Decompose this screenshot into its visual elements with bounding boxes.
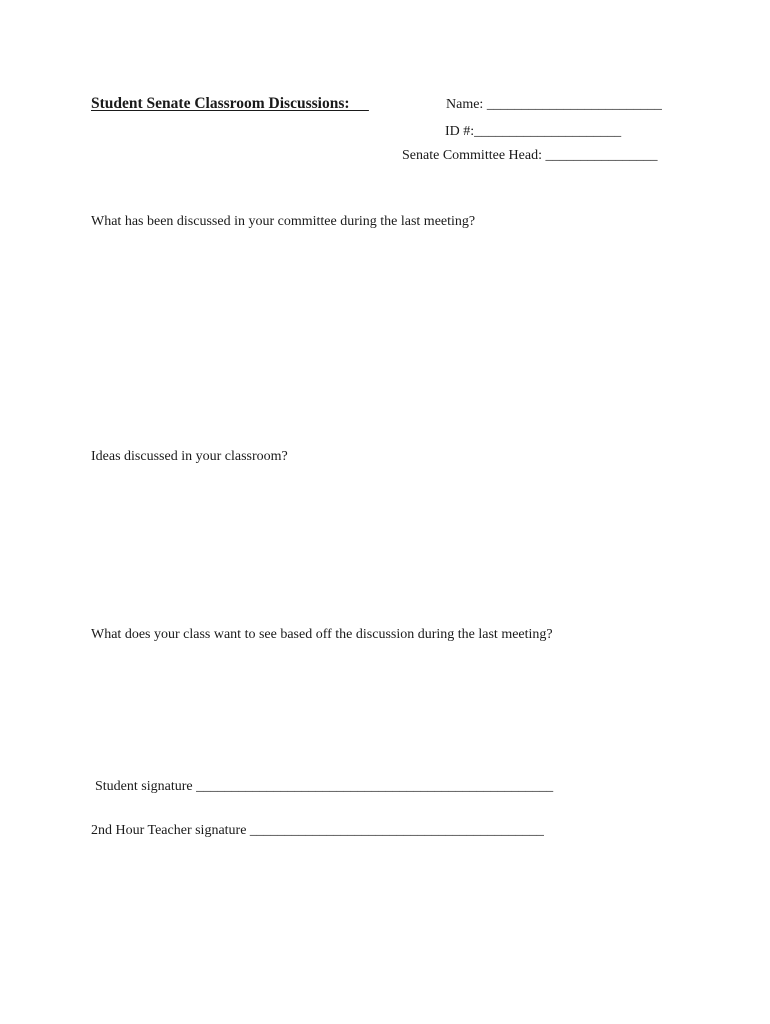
teacher-signature-field[interactable]: 2nd Hour Teacher signature __________________________________________ — [91, 823, 544, 838]
question-class-wants: What does your class want to see based off the discussion during the last meeting? — [91, 627, 553, 642]
id-field[interactable]: ID #:_____________________ — [445, 124, 622, 139]
question-committee-discussion: What has been discussed in your committee during the last meeting? — [91, 214, 476, 229]
committee-head-field[interactable]: Senate Committee Head: ________________ — [402, 148, 658, 163]
student-signature-field[interactable]: Student signature ___________________________________________________ — [95, 779, 554, 794]
question-classroom-ideas: Ideas discussed in your classroom? — [91, 449, 288, 464]
document-title: Student Senate Classroom Discussions: — [91, 95, 369, 112]
name-field[interactable]: Name: _________________________ — [446, 97, 662, 112]
